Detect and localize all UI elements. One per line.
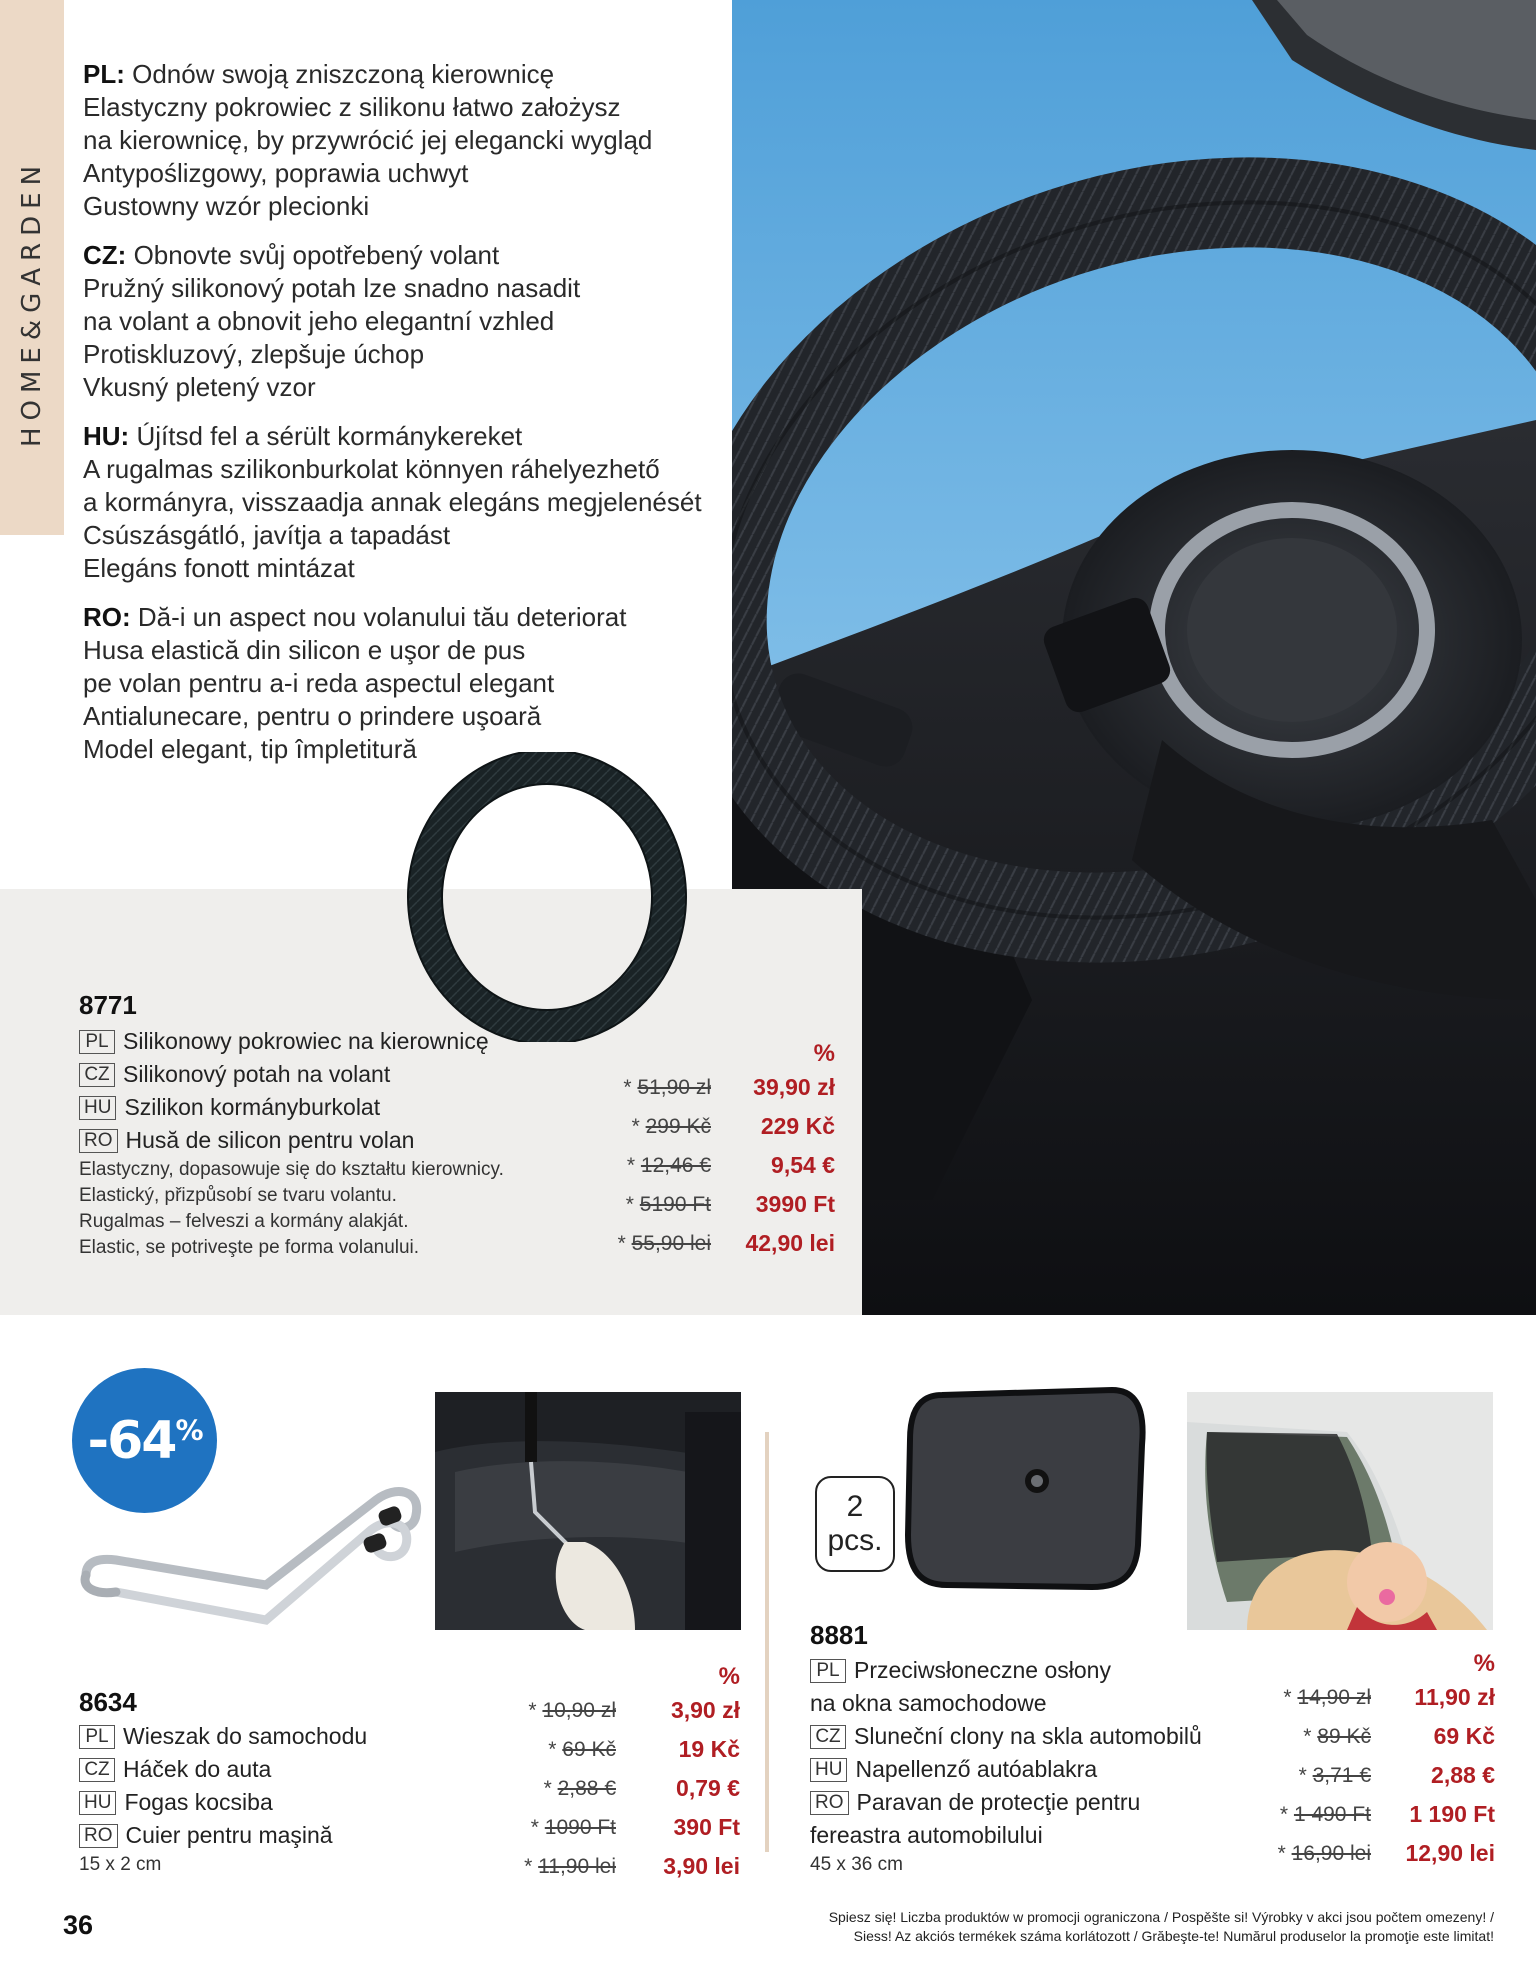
product-name-pl: PL Silikonowy pokrowiec na kierownicę (79, 1025, 504, 1058)
car-hook-photo (435, 1392, 741, 1630)
product-8771-code: 8771 (79, 990, 137, 1020)
price-row-ron: * 16,90 lei 12,90 lei (1277, 1840, 1495, 1866)
intro-ro: RO: Dă-i un aspect nou volanului tău deteriorat Husa elastică din silicon e uşor de pus pe volan pentru a-i reda aspectul elegant Antialunecare, pentru o prindere uşoară Model elegant, tip împletitură (83, 602, 627, 764)
price-row-eur: * 12,46 € 9,54 € (626, 1152, 835, 1178)
pcs-badge: 2 pcs. (815, 1476, 895, 1572)
product-8634-prices (495, 1663, 740, 1886)
discount-badge: -64% (72, 1368, 217, 1513)
price-row-huf: * 5190 Ft 3990 Ft (625, 1191, 835, 1217)
percent-sign: % (1473, 1650, 1495, 1677)
product-size: 45 x 36 cm (810, 1854, 903, 1875)
price-row-huf: * 1 490 Ft 1 190 Ft (1279, 1801, 1495, 1827)
intro-pl: PL: Odnów swoją zniszczoną kierownicę Elastyczny pokrowiec z silikonu łatwo założysz na kierownicę, by przywrócić jej elegancki wygląd Antypoślizgowy, poprawia uchwyt Gustowny wzór plecionki (83, 59, 653, 221)
price-row-pln: * 51,90 zł 39,90 zł (623, 1074, 835, 1100)
product-name-cz: CZ Sluneční clony na skla automobilů (810, 1720, 1202, 1753)
intro-hu: HU: Újítsd fel a sérült kormánykereket A rugalmas szilikonburkolat könnyen ráhelyezhető a kormányra, visszaadja annak elegáns megjelenését Csúszásgátló, javítja a tapadást Elegáns fonott mintázat (83, 421, 702, 583)
product-name-cz: CZ Háček do auta (79, 1753, 367, 1786)
product-8771-names (79, 1025, 504, 1261)
price-row-czk: * 299 Kč 229 Kč (631, 1113, 835, 1139)
product-note: Elastyczny, dopasowuje się do kształtu kierownicy. (79, 1159, 504, 1180)
price-row-ron: * 55,90 lei 42,90 lei (617, 1230, 835, 1256)
product-name-cz: CZ Silikonový potah na volant (79, 1058, 504, 1091)
price-row-eur: * 3,71 € 2,88 € (1298, 1762, 1495, 1788)
product-8771-prices (590, 1040, 835, 1263)
product-size: 15 x 2 cm (79, 1854, 162, 1875)
product-8634-code: 8634 (79, 1687, 137, 1717)
price-row-pln: * 10,90 zł 3,90 zł (528, 1697, 740, 1723)
product-note: Rugalmas – felveszi a kormány alakját. (79, 1211, 409, 1232)
product-name-ro-cont: fereastra automobilului (810, 1822, 1043, 1848)
product-note: Elastický, přizpůsobí se tvaru volantu. (79, 1185, 397, 1206)
product-name-ro: RO Paravan de protecţie pentru (810, 1786, 1202, 1819)
sunshade-baby-photo (1187, 1392, 1493, 1630)
price-row-pln: * 14,90 zł 11,90 zł (1283, 1684, 1495, 1710)
product-name-hu: HU Szilikon kormányburkolat (79, 1091, 504, 1124)
price-row-ron: * 11,90 lei 3,90 lei (524, 1853, 740, 1879)
product-name-hu: HU Napellenző autóablakra (810, 1753, 1202, 1786)
intro-descriptions (83, 58, 723, 782)
section-label: HOME&GARDEN (17, 158, 48, 447)
car-hook-image (76, 1480, 426, 1640)
product-8881-prices (1250, 1650, 1495, 1873)
price-row-huf: * 1090 Ft 390 Ft (530, 1814, 740, 1840)
product-name-pl: PL Wieszak do samochodu (79, 1720, 367, 1753)
product-name-ro: RO Husă de silicon pentru volan (79, 1124, 504, 1157)
intro-cz: CZ: Obnovte svůj opotřebený volant Pružný silikonový potah lze snadno nasadit na volant a obnovit jeho elegantní vzhled Protiskluzový, zlepšuje úchop Vkusný pletený vzor (83, 240, 581, 402)
product-name-pl: PL Przeciwsłoneczne osłony (810, 1654, 1202, 1687)
product-name-hu: HU Fogas kocsiba (79, 1786, 367, 1819)
promo-disclaimer: Spiesz się! Liczba produktów w promocji ograniczona / Pospěšte si! Výrobky v akci jsou počtem omezeny! / Siess! Az akciós termékek száma korlátozott / Grăbeşte-te! Numărul produselor la promoţie este limitat! (828, 1909, 1494, 1944)
percent-sign: % (813, 1040, 835, 1067)
price-row-czk: * 89 Kč 69 Kč (1303, 1723, 1495, 1749)
product-note: Elastic, se potriveşte pe forma volanului. (79, 1237, 420, 1258)
steering-cover-image (402, 752, 692, 1042)
product-8634-names (79, 1720, 367, 1878)
product-8881-code: 8881 (810, 1620, 868, 1650)
page-number: 36 (63, 1910, 94, 1940)
price-row-eur: * 2,88 € 0,79 € (543, 1775, 740, 1801)
price-row-czk: * 69 Kč 19 Kč (548, 1736, 740, 1762)
product-name-pl-cont: na okna samochodowe (810, 1690, 1047, 1716)
product-8881-names (810, 1654, 1202, 1878)
column-divider (765, 1432, 769, 1852)
product-name-ro: RO Cuier pentru maşină (79, 1819, 367, 1852)
percent-sign: % (718, 1663, 740, 1690)
sunshade-image (902, 1385, 1148, 1592)
